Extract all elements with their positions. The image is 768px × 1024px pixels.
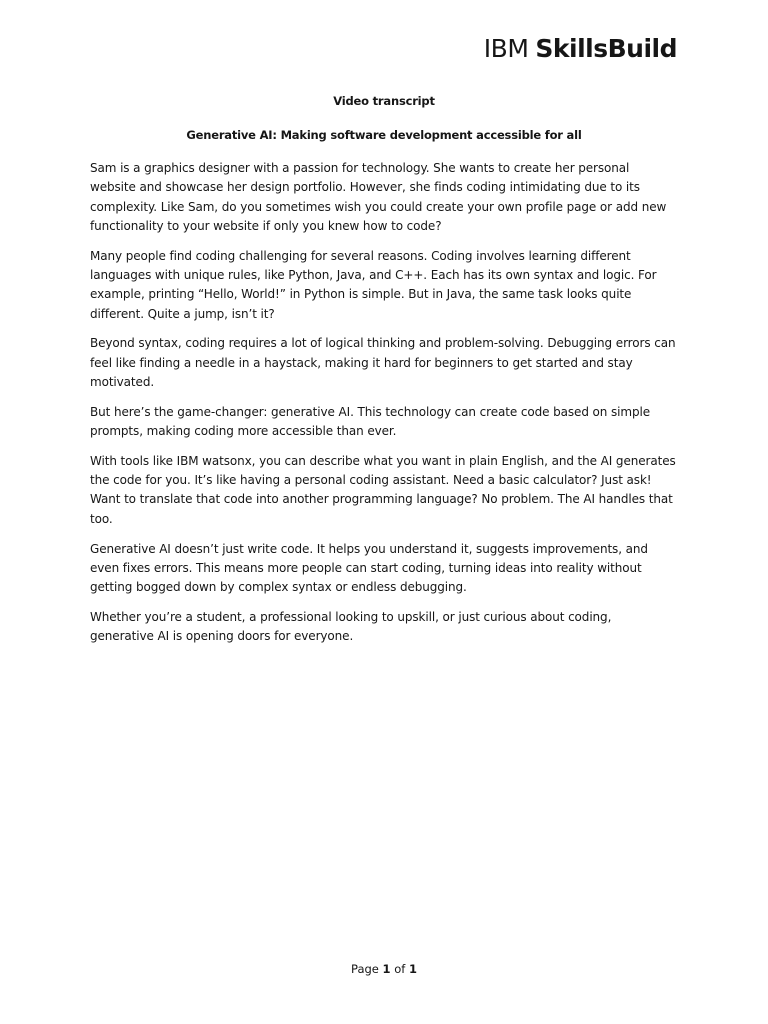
document-title: Video transcript [333,94,435,108]
of-label: of [394,962,406,976]
transcript-body [90,159,678,657]
paragraph-5: With tools like IBM watsonx, you can describe what you want in plain English, and the AI generates the code for you. It’s like having a personal coding assistant. Need a basic calculator? Just ask! Want to translate that code into another programming language? No problem. The AI handles that too. [90,453,676,526]
paragraph-4: But here’s the game-changer: generative AI. This technology can create code based on simple prompts, making coding more accessible than ever. [90,404,651,439]
paragraph-3: Beyond syntax, coding requires a lot of logical thinking and problem-solving. Debugging errors can feel like finding a needle in a haystack, making it hard for beginners to get started and stay motivated. [90,336,676,389]
page-label: Page [351,962,379,976]
total-pages-number: 1 [408,962,417,976]
page-number-footer [0,962,768,977]
current-page-number: 1 [382,962,391,976]
document-subtitle: Generative AI: Making software development accessible for all [186,128,582,142]
paragraph-2: Many people find coding challenging for several reasons. Coding involves learning different languages with unique rules, like Python, Java, and C++. Each has its own syntax and logic. For example, printing “Hello, World!” in Python is simple. But in Java, the same task looks quite different. Quite a jump, isn’t it? [90,248,657,321]
paragraph-6: Generative AI doesn’t just write code. It helps you understand it, suggests improvements, and even fixes errors. This means more people can start coding, turning ideas into reality without getting bogged down by complex syntax or endless debugging. [90,541,648,595]
brand-logo-ibm: IBM [483,34,529,63]
paragraph-7: Whether you’re a student, a professional looking to upskill, or just curious about coding, generative AI is opening doors for everyone. [90,609,612,644]
brand-logo [484,34,677,64]
paragraph-1: Sam is a graphics designer with a passion for technology. She wants to create her personal website and showcase her design portfolio. However, she finds coding intimidating due to its complexity. Like Sam, do you sometimes wish you could create your own profile page or add new functionality to your website if only you knew how to code? [90,161,667,233]
brand-logo-skillsbuild: SkillsBuild [535,34,677,63]
